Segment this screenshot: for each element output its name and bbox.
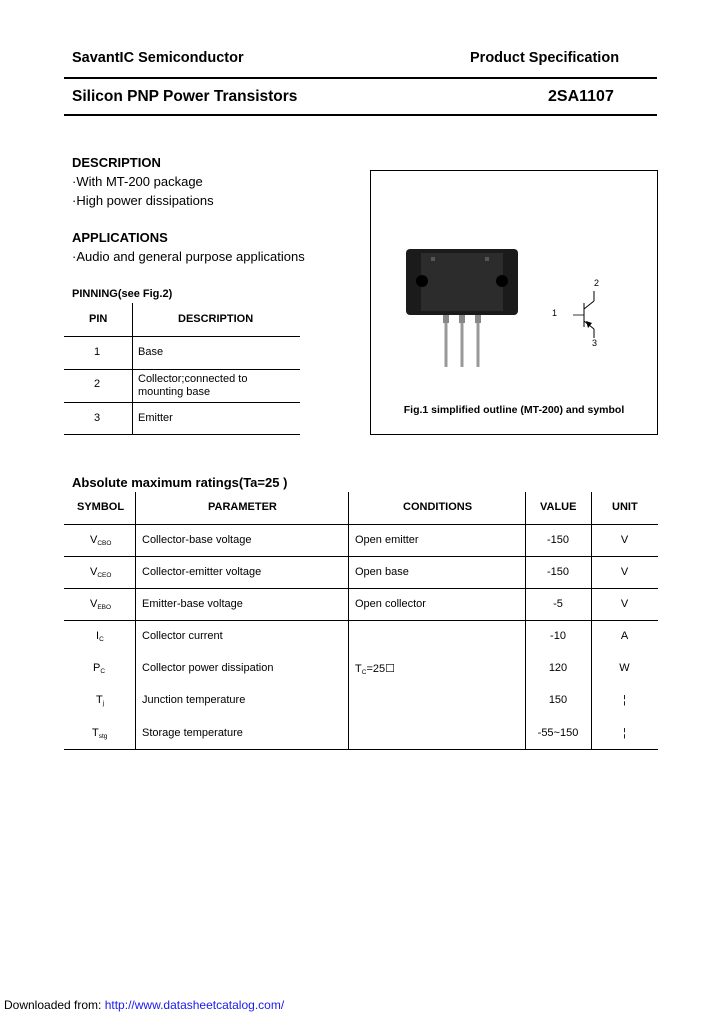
rating-parameter: Storage temperature: [142, 727, 243, 739]
pin-description: Collector;connected to: [138, 373, 248, 385]
value-header: VALUE: [540, 501, 577, 513]
rating-symbol: $V_{EBO}$: [90, 598, 112, 611]
footer: [4, 998, 284, 1012]
rating-parameter: Collector-base voltage: [142, 534, 252, 546]
pinning-row-rule: [64, 369, 300, 370]
pin-description: mounting base: [138, 386, 211, 398]
symbol-pin-label: 1: [552, 308, 558, 318]
conditions-header: CONDITIONS: [403, 501, 473, 513]
rating-symbol: $I_C$: [96, 630, 104, 643]
rating-value: -5: [553, 598, 563, 610]
rating-unit: V: [620, 534, 629, 546]
rating-parameter: Collector-emitter voltage: [142, 566, 262, 578]
symbol-header: SYMBOL: [77, 501, 125, 513]
rating-symbol: $V_{CEO}$: [90, 566, 112, 579]
ratings-column-rule: [591, 492, 592, 749]
symbol-pin-label: 2: [594, 278, 600, 288]
pin-number: 1: [94, 346, 101, 358]
rating-unit: ¦: [623, 727, 626, 739]
rating-value: -150: [546, 566, 570, 578]
description-item: ·High power dissipations: [72, 193, 214, 208]
pin-description: Emitter: [138, 412, 173, 424]
rating-symbol: $T_j$: [96, 694, 105, 707]
description-title: DESCRIPTION: [72, 155, 161, 170]
description-item: ·With MT-200 package: [72, 174, 203, 189]
pinning-bottom-rule: [64, 434, 300, 435]
rating-parameter: Collector current: [142, 630, 223, 642]
pin-description: Base: [138, 346, 164, 358]
rating-unit: V: [620, 598, 629, 610]
pinning-title: PINNING(see Fig.2): [72, 288, 173, 300]
company-name: SavantIC Semiconductor: [72, 50, 244, 66]
rating-parameter: Junction temperature: [142, 694, 246, 706]
rating-condition: Open emitter: [355, 534, 419, 546]
rating-symbol: $V_{CBO}$: [90, 534, 112, 547]
rating-value: -55~150: [537, 727, 579, 739]
rating-unit: V: [620, 566, 629, 578]
rating-value: 150: [548, 694, 568, 706]
part-number: 2SA1107: [548, 88, 614, 105]
applications-title: APPLICATIONS: [72, 230, 168, 245]
rating-symbol: $P_C$: [93, 662, 106, 675]
figure-caption: Fig.1 simplified outline (MT-200) and symbol: [403, 404, 625, 416]
rating-parameter: Collector power dissipation: [142, 662, 274, 674]
footer-link[interactable]: http://www.datasheetcatalog.com/: [104, 998, 285, 1012]
pinning-row-rule: [64, 402, 300, 403]
ratings-header-rule: [64, 524, 658, 525]
rating-condition: Open collector: [355, 598, 426, 610]
pin-header: PIN: [89, 313, 108, 325]
ratings-row-rule: [64, 620, 658, 621]
parameter-header: PARAMETER: [208, 501, 277, 513]
product-line: Silicon PNP Power Transistors: [72, 88, 298, 105]
figure-box: [370, 170, 658, 435]
pin-number: 3: [94, 412, 101, 424]
pin-desc-header: DESCRIPTION: [178, 313, 254, 325]
header-rule-top: [64, 77, 657, 79]
rating-unit: ¦: [623, 694, 626, 706]
symbol-pin-label: 3: [592, 338, 598, 348]
applications-item: ·Audio and general purpose applications: [72, 249, 305, 264]
pin-number: 2: [94, 378, 101, 390]
ratings-column-rule: [525, 492, 526, 749]
footer-label: Downloaded from:: [4, 998, 105, 1012]
pinning-header-rule: [64, 336, 300, 337]
doc-type: Product Specification: [470, 50, 620, 66]
ratings-column-rule: [135, 492, 136, 749]
ratings-column-rule: [348, 492, 349, 749]
rating-condition: Open base: [355, 566, 409, 578]
ratings-row-rule: [64, 588, 658, 589]
package-outline-image: [371, 171, 657, 434]
ratings-row-rule: [64, 556, 658, 557]
ratings-title: Absolute maximum ratings(Ta=25 ): [72, 475, 288, 490]
rating-condition: $T_C=25☐$: [355, 663, 395, 676]
unit-header: UNIT: [612, 501, 638, 513]
rating-unit: A: [620, 630, 629, 642]
rating-parameter: Emitter-base voltage: [142, 598, 243, 610]
rating-unit: W: [619, 662, 630, 674]
ratings-bottom-rule: [64, 749, 658, 750]
rating-symbol: $T_{stg}$: [92, 727, 108, 740]
rating-value: -10: [550, 630, 566, 642]
rating-value: -150: [546, 534, 570, 546]
rating-value: 120: [548, 662, 568, 674]
header-rule-bottom: [64, 114, 657, 116]
